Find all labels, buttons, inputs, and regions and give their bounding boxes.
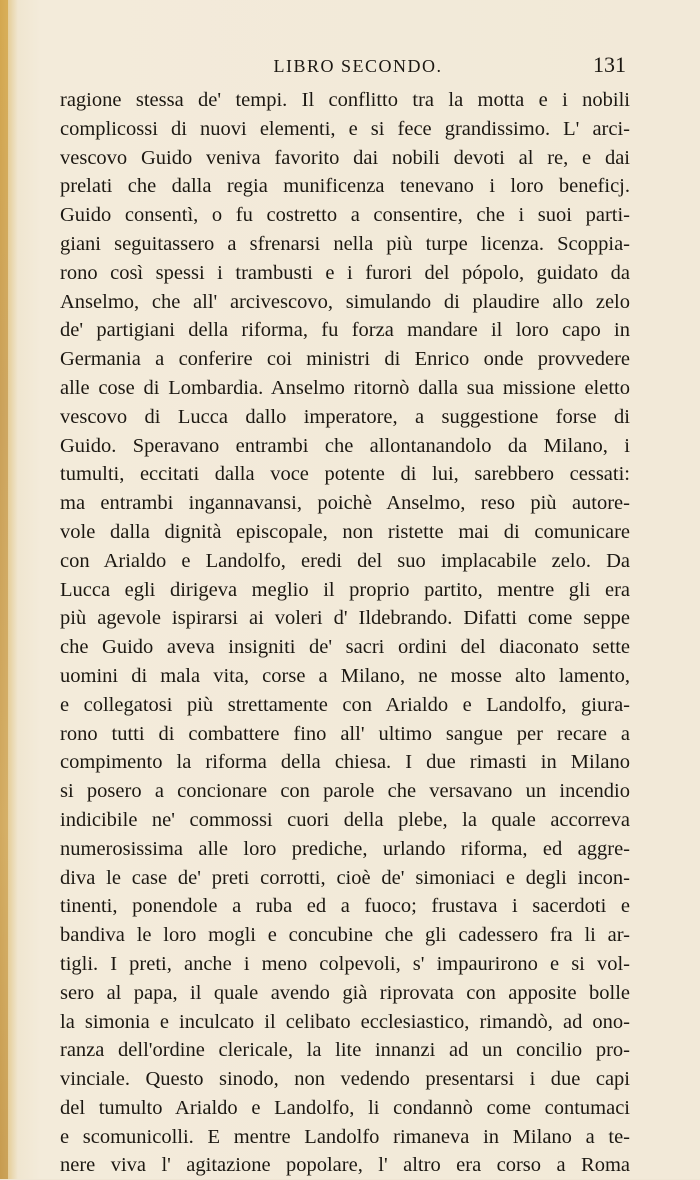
- text-line: bandiva le loro mogli e concubine che gli cadessero fra li ar-: [60, 924, 630, 947]
- text-line: si posero a concionare con parole che versavano un incendio: [60, 780, 630, 803]
- page-number: 131: [593, 52, 626, 77]
- text-line: Anselmo, che all' arcivescovo, simulando di plaudire allo zelo: [60, 290, 630, 313]
- text-line: indicibile ne' commossi cuori della plebe, la quale accorreva: [60, 808, 630, 831]
- text-line: numerosissima alle loro prediche, urlando riforma, ed aggre-: [60, 837, 630, 860]
- body-text: [60, 86, 630, 1180]
- text-line: giani seguitassero a sfrenarsi nella più turpe licenza. Scoppia-: [60, 232, 630, 255]
- running-head: [60, 52, 626, 82]
- text-line: tigli. I preti, anche i meno colpevoli, s' impaurirono e si vol-: [60, 952, 630, 975]
- text-line: prelati che dalla regia munificenza tenevano i loro beneficj.: [60, 175, 630, 198]
- text-line: uomini di mala vita, corse a Milano, ne mosse alto lamento,: [60, 664, 630, 687]
- text-line: Guido. Speravano entrambi che allontanandolo da Milano, i: [60, 434, 630, 457]
- text-line: che Guido aveva insigniti de' sacri ordini del diaconato sette: [60, 636, 630, 659]
- text-line: e collegatosi più strettamente con Arialdo e Landolfo, giura-: [60, 693, 630, 716]
- text-line: vescovo di Lucca dallo imperatore, a suggestione forse di: [60, 405, 630, 428]
- text-line: Germania a conferire coi ministri di Enrico onde provvedere: [60, 348, 630, 371]
- text-line: ranza dell'ordine clericale, la lite innanzi ad un concilio pro-: [60, 1039, 630, 1062]
- text-line: diva le case de' preti corrotti, cioè de' simoniaci e degli incon-: [60, 866, 630, 889]
- text-line: vescovo Guido veniva favorito dai nobili devoti al re, e dai: [60, 146, 630, 169]
- text-line: con Arialdo e Landolfo, eredi del suo implacabile zelo. Da: [60, 549, 630, 572]
- text-line: sero al papa, il quale avendo già riprovata con apposite bolle: [60, 981, 630, 1004]
- text-line: complicossi di nuovi elementi, e si fece grandissimo. L' arci-: [60, 117, 630, 140]
- text-line: e scomunicolli. E mentre Landolfo rimaneva in Milano a te-: [60, 1125, 630, 1148]
- running-title: LIBRO SECONDO.: [273, 56, 443, 76]
- text-line: la simonia e inculcato il celibato ecclesiastico, rimandò, ad ono-: [60, 1010, 630, 1033]
- text-line: ma entrambi ingannavansi, poichè Anselmo, reso più autore-: [60, 492, 630, 515]
- text-line: vole dalla dignità episcopale, non ristette mai di comunicare: [60, 520, 630, 543]
- text-line: tinenti, ponendole a ruba ed a fuoco; frustava i sacerdoti e: [60, 895, 630, 918]
- text-line: vinciale. Questo sinodo, non vedendo presentarsi i due capi: [60, 1068, 630, 1091]
- text-line: del tumulto Arialdo e Landolfo, li condannò come contumaci: [60, 1096, 630, 1119]
- text-line: tumulti, eccitati dalla voce potente di lui, sarebbero cessati:: [60, 463, 630, 486]
- text-line: nere viva l' agitazione popolare, l' altro era corso a Roma: [60, 1154, 630, 1177]
- text-line: rono così spessi i trambusti e i furori del pópolo, guidato da: [60, 261, 630, 284]
- text-line: più agevole ispirarsi ai voleri d' Ildebrando. Difatti come seppe: [60, 607, 630, 630]
- text-line: Guido consentì, o fu costretto a consentire, che i suoi parti-: [60, 204, 630, 227]
- text-line: ragione stessa de' tempi. Il conflitto tra la motta e i nobili: [60, 89, 630, 111]
- text-line: rono tutti di combattere fino all' ultimo sangue per recare a: [60, 722, 630, 745]
- text-line: de' partigiani della riforma, fu forza mandare il loro capo in: [60, 319, 630, 342]
- text-line: alle cose di Lombardia. Anselmo ritornò dalla sua missione eletto: [60, 376, 630, 399]
- text-line: Lucca egli dirigeva meglio il proprio partito, mentre gli era: [60, 578, 630, 601]
- text-line: compimento la riforma della chiesa. I due rimasti in Milano: [60, 751, 630, 774]
